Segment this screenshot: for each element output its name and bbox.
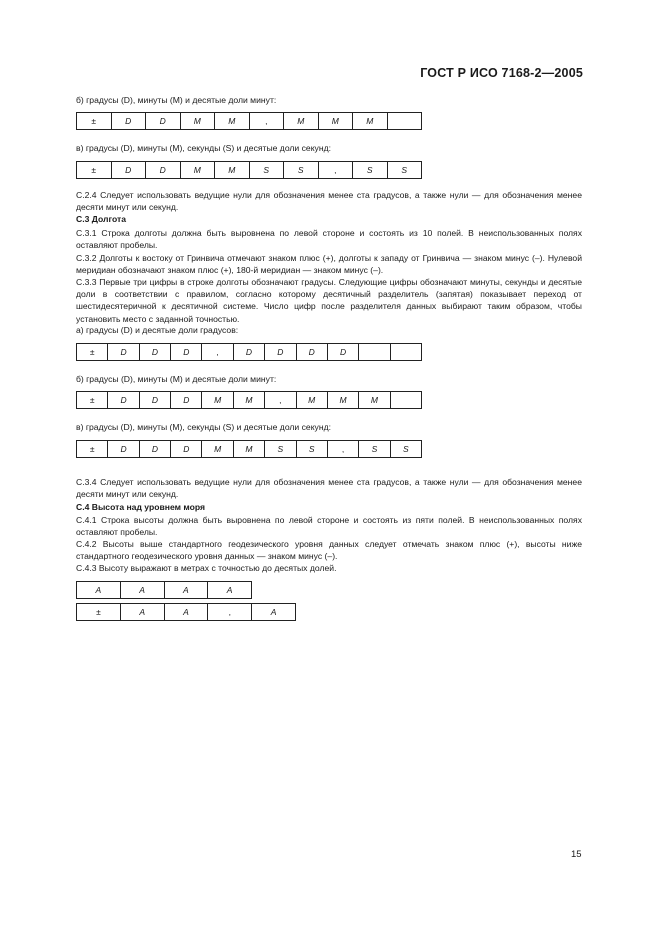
field-cell: , — [249, 113, 284, 130]
field-cell: A — [208, 582, 252, 599]
field-cell: D — [171, 392, 202, 409]
lat-b-field-table — [76, 112, 422, 130]
field-cell: D — [233, 344, 264, 361]
para-c24: С.2.4 Следует использовать ведущие нули для обозначения менее ста градусов, а также нули — для обозначения менее десяти минут или секунд. — [76, 190, 582, 213]
field-cell: D — [327, 344, 358, 361]
lon-v-label: в) градусы (D), минуты (M), секунды (S) и десятые доли секунд: — [76, 422, 331, 432]
field-cell: M — [215, 113, 250, 130]
field-cell: S — [353, 162, 388, 179]
field-cell: S — [387, 162, 422, 179]
lon-b-label: б) градусы (D), минуты (M) и десятые доли минут: — [76, 374, 277, 384]
field-cell: A — [252, 604, 296, 621]
page-number: 15 — [571, 849, 582, 860]
field-cell: D — [139, 441, 170, 458]
field-cell: M — [180, 162, 215, 179]
para-c32: С.3.2 Долготы к востоку от Гринвича отмечают знаком плюс (+), долготы к западу от Гринвича — знаком минус (–). Нулевой меридиан обозначают знаком плюс (+), 180-й меридиан — знаком минус (–). — [76, 253, 582, 276]
field-cell: M — [215, 162, 250, 179]
lat-v-label: в) градусы (D), минуты (M), секунды (S) и десятые доли секунд: — [76, 143, 331, 153]
field-cell: D — [171, 344, 202, 361]
lat-b-label: б) градусы (D), минуты (M) и десятые доли минут: — [76, 95, 277, 105]
lon-b-field-table — [76, 391, 422, 409]
field-cell: D — [296, 344, 327, 361]
field-cell: D — [171, 441, 202, 458]
field-cell: , — [318, 162, 353, 179]
heading-c4: С.4 Высота над уровнем моря — [76, 502, 206, 512]
para-c33: С.3.3 Первые три цифры в строке долготы обозначают градусы. Следующие цифры обозначают минуты, секунды и десятые доли в соответствии с правилом, согласно которому десятичный разделитель (запятая) показывает переход от шестидесятеричной к десятичной системе. Число цифр после разделителя данных выбирают таким образом, чтобы установить место с заданной точностью. — [76, 277, 582, 324]
field-cell: A — [77, 582, 121, 599]
para-c31: С.3.1 Строка долготы должна быть выровнена по левой стороне и состоять из 10 полей. В неиспользованных полях оставляют пробелы. — [76, 228, 582, 251]
field-cell: D — [111, 162, 146, 179]
field-cell — [390, 392, 421, 409]
field-cell: M — [353, 113, 388, 130]
field-cell: S — [359, 441, 390, 458]
field-cell: D — [146, 113, 181, 130]
lat-b-fields — [77, 113, 422, 130]
field-cell: M — [202, 441, 233, 458]
para-c41: С.4.1 Строка высоты должна быть выровнена по левой стороне и состоять из пяти полей. В неиспользованных полях оставляют пробелы. — [76, 515, 582, 538]
field-cell: D — [111, 113, 146, 130]
field-cell — [390, 344, 421, 361]
field-cell: ± — [77, 162, 112, 179]
lon-a-field-table — [76, 343, 422, 361]
field-cell: , — [208, 604, 252, 621]
lon-v-fields — [77, 441, 422, 458]
field-cell: ± — [77, 441, 108, 458]
field-cell — [359, 344, 390, 361]
field-cell: D — [265, 344, 296, 361]
field-cell: M — [180, 113, 215, 130]
field-cell: M — [327, 392, 358, 409]
field-cell: ± — [77, 604, 121, 621]
para-c42: С.4.2 Высоты выше стандартного геодезического уровня данных следует отмечать знаком плюс (+), высоты ниже стандартного геодезического уровня данных — знаком минус (–). — [76, 539, 582, 562]
alt1-fields — [77, 582, 252, 599]
field-cell: S — [390, 441, 421, 458]
alt2-fields — [77, 604, 296, 621]
field-cell: D — [108, 392, 139, 409]
field-cell: ± — [77, 392, 108, 409]
field-cell: , — [327, 441, 358, 458]
field-cell: M — [296, 392, 327, 409]
field-cell: A — [164, 582, 208, 599]
field-cell: S — [265, 441, 296, 458]
lon-b-fields — [77, 392, 422, 409]
field-cell: M — [284, 113, 319, 130]
field-cell: S — [284, 162, 319, 179]
lon-a-fields — [77, 344, 422, 361]
field-cell: , — [265, 392, 296, 409]
field-cell: D — [108, 344, 139, 361]
lat-v-fields — [77, 162, 422, 179]
lon-v-field-table — [76, 440, 422, 458]
lat-v-field-table — [76, 161, 422, 179]
field-cell: S — [296, 441, 327, 458]
field-cell: D — [108, 441, 139, 458]
field-cell: A — [120, 604, 164, 621]
field-cell — [387, 113, 422, 130]
document-number: ГОСТ Р ИСО 7168-2—2005 — [420, 66, 583, 80]
field-cell: M — [233, 392, 264, 409]
alt-field-table-1 — [76, 581, 252, 599]
field-cell: D — [139, 392, 170, 409]
field-cell: ± — [77, 344, 108, 361]
para-c43: С.4.3 Высоту выражают в метрах с точностью до десятых долей. — [76, 563, 337, 573]
field-cell: ± — [77, 113, 112, 130]
field-cell: , — [202, 344, 233, 361]
field-cell: D — [139, 344, 170, 361]
alt-field-table-2 — [76, 603, 296, 621]
field-cell: M — [233, 441, 264, 458]
lon-a-label: а) градусы (D) и десятые доли градусов: — [76, 325, 239, 335]
field-cell: M — [202, 392, 233, 409]
field-cell: M — [318, 113, 353, 130]
field-cell: A — [164, 604, 208, 621]
field-cell: M — [359, 392, 390, 409]
heading-c3: С.3 Долгота — [76, 214, 126, 224]
field-cell: A — [120, 582, 164, 599]
field-cell: D — [146, 162, 181, 179]
para-c34: С.3.4 Следует использовать ведущие нули для обозначения менее ста градусов, а также нули — для обозначения менее десяти минут или секунд. — [76, 477, 582, 500]
field-cell: S — [249, 162, 284, 179]
